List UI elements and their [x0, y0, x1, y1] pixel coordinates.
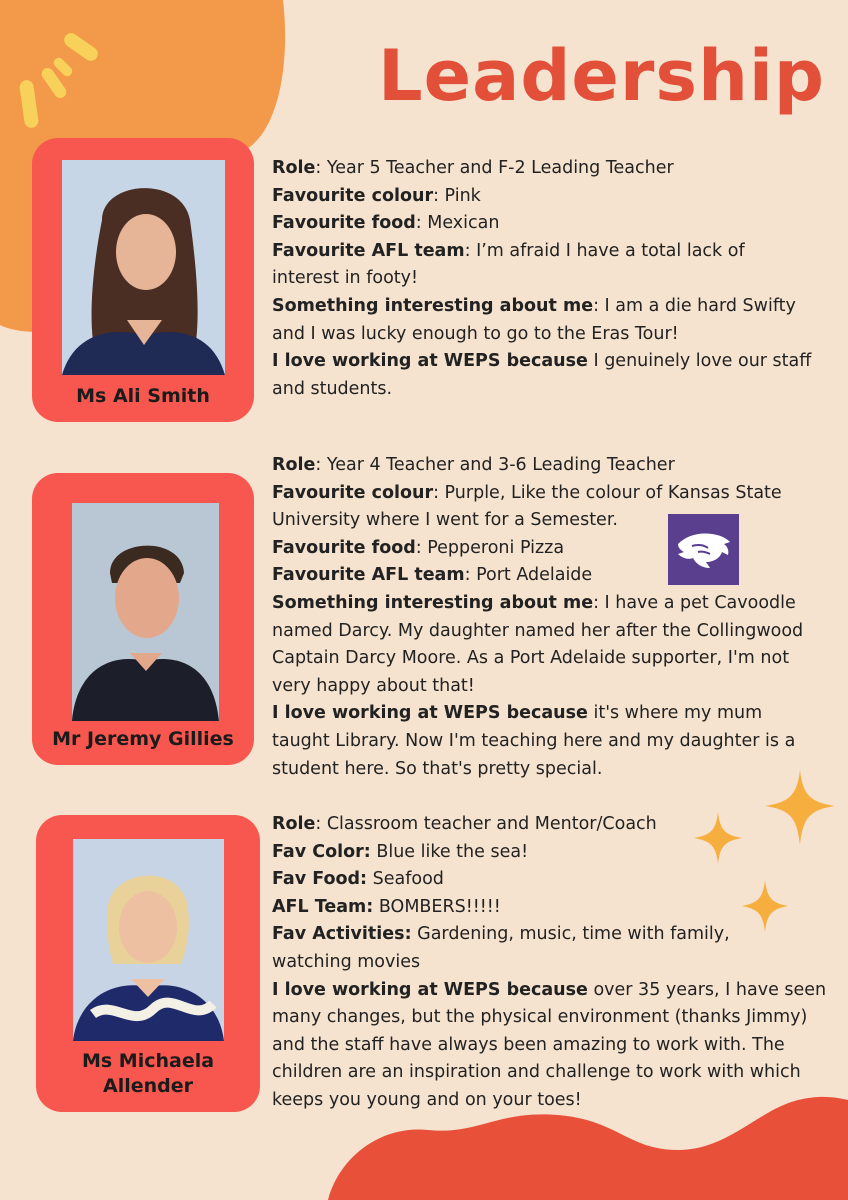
bio-line: [272, 210, 832, 238]
staff-photo: [72, 503, 219, 721]
bio-label: I love working at WEPS because: [272, 703, 588, 724]
bio-line: [272, 839, 832, 867]
bio-label: I love working at WEPS because: [272, 351, 588, 372]
bio-text: Blue like the sea!: [370, 841, 529, 862]
page-title: Leadership: [378, 35, 826, 117]
bio-text: : Year 5 Teacher and F-2 Leading Teacher: [315, 158, 674, 178]
bio-label: Role: [272, 455, 316, 475]
bio-text: : I’m afraid I have a total lack of interest in footy!: [272, 240, 745, 289]
bio-text: Seafood: [367, 869, 444, 890]
bio-line: [272, 183, 832, 211]
bio-label: Fav Food:: [272, 869, 368, 890]
bio-label: Role: [272, 158, 316, 178]
bio-text: it's where my mum taught Library. Now I'm teaching here and my daughter is a student here. So that's pretty special.: [272, 703, 796, 779]
staff-name: Ms Ali Smith: [76, 385, 210, 407]
bio-line: [272, 866, 832, 894]
bio-line: [272, 700, 824, 783]
bio-label: Favourite AFL team: [272, 565, 465, 586]
bio-label: I love working at WEPS because: [272, 979, 588, 1000]
bio-label: Something interesting about me: [272, 592, 594, 613]
bio-text: : Pepperoni Pizza: [415, 537, 565, 558]
bio-line: [272, 562, 832, 590]
staff-card: [32, 138, 254, 422]
staff-name-line: Ms Michaela: [81, 1050, 215, 1072]
bio-text: : Classroom teacher and Mentor/Coach: [315, 814, 657, 834]
bio-line: [272, 811, 832, 839]
bio-line: [272, 977, 834, 1115]
bio-line: [272, 921, 772, 976]
staff-card: [36, 815, 260, 1112]
bio-text: Gardening, music, time with family, watching movies: [272, 924, 730, 972]
staff-bio: [272, 452, 832, 783]
bio-text: : Port Adelaide: [464, 565, 593, 586]
bio-line: [272, 894, 832, 922]
bio-text: : I have a pet Cavoodle named Darcy. My daughter named her after the Collingwood Captain Darcy Moore. As a Port Adelaide supporter, I'm not very happy about that!: [272, 592, 804, 696]
bio-label: Favourite food: [272, 213, 416, 234]
staff-bio: [272, 155, 832, 403]
bio-text: : Year 4 Teacher and 3-6 Leading Teacher: [315, 455, 675, 475]
staff-card: [32, 473, 254, 765]
bio-line: [272, 348, 832, 403]
bio-line: [272, 293, 812, 348]
bio-label: Fav Activities:: [272, 924, 412, 945]
staff-name: [36, 1049, 260, 1099]
kansas-state-wildcat-logo-icon: [668, 514, 739, 585]
bio-line: [272, 590, 807, 700]
staff-name-line: Allender: [103, 1075, 193, 1097]
bio-label: Role: [272, 814, 316, 834]
bio-label: AFL Team:: [272, 896, 374, 917]
bio-line: [272, 238, 772, 293]
staff-name: Mr Jeremy Gillies: [52, 728, 234, 750]
bio-label: Favourite colour: [272, 482, 434, 503]
bio-label: Favourite food: [272, 537, 416, 558]
staff-photo: [73, 839, 224, 1041]
bio-text: : Pink: [433, 185, 481, 206]
bio-text: : Mexican: [415, 213, 500, 234]
bio-text: BOMBERS!!!!!: [373, 896, 501, 917]
bio-line: [272, 155, 832, 183]
staff-photo: [62, 160, 225, 375]
bio-text: : Purple, Like the colour of Kansas State University where I went for a Semester.: [272, 482, 782, 531]
bio-label: Fav Color:: [272, 841, 371, 862]
bio-line: [272, 452, 832, 480]
bio-label: Favourite AFL team: [272, 240, 465, 261]
staff-bio: [272, 811, 832, 1115]
bio-label: Something interesting about me: [272, 295, 594, 316]
bio-line: [272, 535, 832, 563]
bio-text: I genuinely love our staff and students.: [272, 351, 812, 399]
bio-label: Favourite colour: [272, 185, 434, 206]
bio-text: : I am a die hard Swifty and I was lucky enough to go to the Eras Tour!: [272, 295, 796, 344]
bio-text: over 35 years, I have seen many changes, but the physical environment (thanks Jimmy) and the staff have always been amazing to work with. The children are an inspiration and challenge to work with which keeps you young and on your toes!: [272, 979, 827, 1110]
